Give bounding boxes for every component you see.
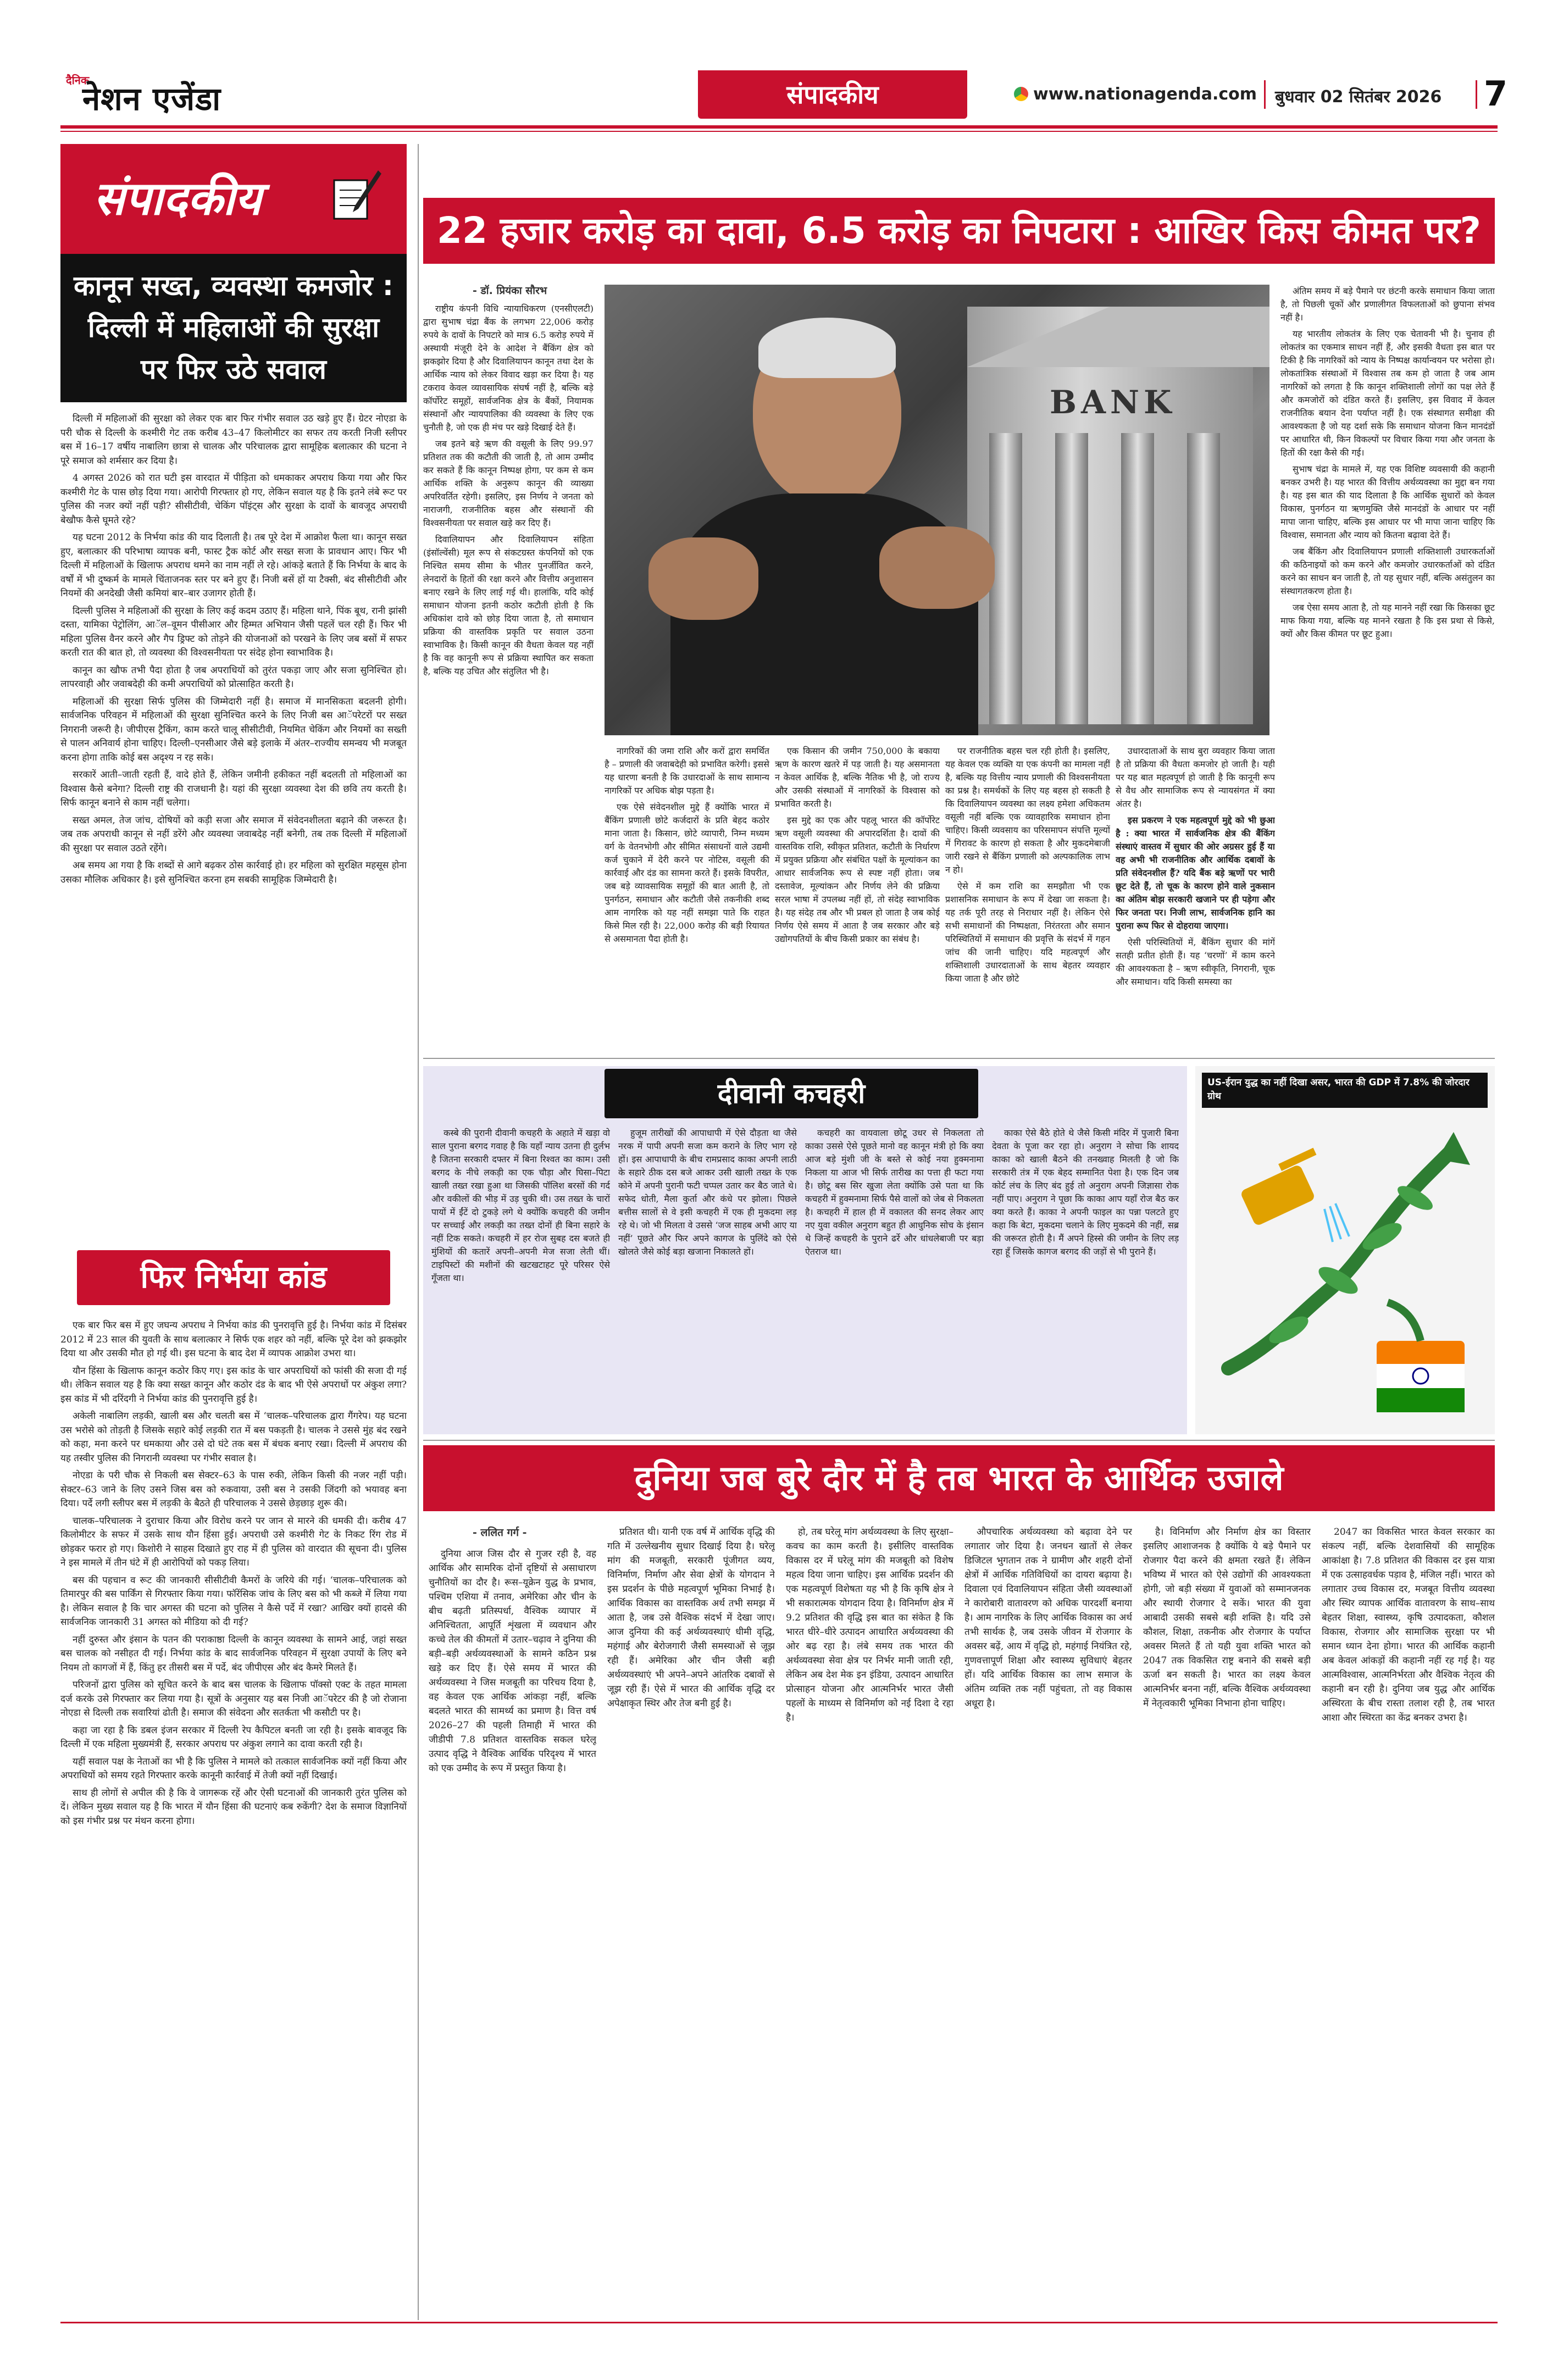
website-link[interactable]: www.nationagenda.com [1033, 85, 1257, 104]
editorial-paragraph: 4 अगस्त 2026 को रात घटी इस वारदात में पीड़िता को धमकाकर अपराध किया गया और फिर कश्मीरी गेट के पास छोड़ दिया गया। आरोपी गिरफ्तार हो गए, लेकिन सवाल यह है कि इतने लंबे रूट पर पुलिस की नजर क्यों नहीं पड़ी? सीसीटीवी, चेकिंग पॉइंट्स और सुरक्षा के दावों के बावजूद अपराधी बेखौफ कैसे घूमते रहे? [60, 473, 407, 526]
lead-paragraph: जब इतने बड़े ऋण की वसूली के लिए 99.97 प्रतिशत तक की कटौती की जाती है, तो आम उम्मीद कर सकते हैं कि कानून निष्पक्ष होगा, पर कम से कम आर्थिक शक्ति के अनुरूप कानून की व्याख्या अपरिवर्तित रहेगी। इसलिए, इस निर्णय ने जनता को नाराजगी, राजनीतिक बहस और संस्थानों की विश्वसनीयता पर सवाल खड़े कर दिए हैं। [423, 439, 594, 528]
lead-body-col5 [775, 745, 940, 1050]
lead-paragraph: इस मुद्दे का एक और पहलू भारत की कॉर्पोरेट ऋण वसूली व्यवस्था की अपारदर्शिता है। दावों की वास्तविक राशि, स्वीकृत प्रतिशत, कटौती के निर्धारण में प्रयुक्त प्रक्रिया और संबंधित पक्षों के मूल्यांकन का आधार सार्वजनिक रूप से स्पष्ट नहीं होता। जब दस्तावेज, मूल्यांकन और निर्णय लेने की प्रक्रिया सरल भाषा में उपलब्ध नहीं हों, तो संदेह स्वाभाविक है। यह संदेह तब और भी प्रबल हो जाता है जब कोई निर्णय ऐसे समय में आता है जब सरकार और बड़े उद्योगपतियों के बीच किसी प्रकार का संबंध है। [775, 815, 940, 944]
nirbhaya-headline-box [77, 1250, 390, 1305]
nirbhaya-paragraph: एक बार फिर बस में हुए जघन्य अपराध ने निर्भया कांड की पुनरावृत्ति हुई है। निर्भया कांड में दिसंबर 2012 में 23 साल की युवती के साथ बलात्कार ने सिर्फ एक शहर को नहीं, बल्कि पूरे देश को झकझोर दिया था और उसकी मौत हो गई थी। इस घटना के बाद देश में व्यापक आक्रोश उभरा था। [60, 1320, 407, 1359]
person-hand-right [879, 526, 995, 609]
person-hand-left [648, 537, 758, 620]
lead-paragraph: एक किसान की जमीन 750,000 के बकाया ऋण के कारण खतरे में पड़ जाती है। यह असमानता न केवल आर्थिक है, बल्कि नैतिक भी है, जो राज्य और उसकी संस्थाओं में नागरिकों के विश्वास को प्रभावित करती है। [775, 746, 940, 809]
kachahari-text: कचहरी का वायवाला छोटू उधर से निकलता तो काका उससे ऐसे पूछते मानो वह कानून मंत्री हो कि क्या आज बड़े मुंशी जी के बस्ते से कोई नया हुक्मनामा निकला या आज भी सिर्फ तारीख का पत्ता ही फटा गया है। छोटू बस सिर खुजा लेता क्योंकि उसे पता था कि कचहरी में हुक्मनामा सिर्फ पैसे वालों को जेब से निकलता है। कचहरी में हाल ही में वकालत की सनद लेकर आए नए युवा वकील अनुराग बहुत ही आधुनिक सोच के इंसान थे जिन्हें कचहरी के पुराने ढर्रे और धांधलेबाजी पर बड़ा ऐतराज था। [805, 1128, 984, 1257]
lead-body-col1 [423, 302, 594, 1050]
lead-photo [605, 285, 1269, 735]
nirbhaya-headline: फिर निर्भया कांड [140, 1260, 327, 1295]
lead-paragraph: ऐसी परिस्थितियों में, बैंकिंग सुधार की मांगें सतही प्रतीत होती हैं। यह ‘चरणों’ में काम करने की आवश्यकता है – ऋण स्वीकृति, निगरानी, चूक और समाधान। यदि किसी समस्या का [1116, 937, 1275, 987]
bottom-paragraph: है। विनिर्माण और निर्माण क्षेत्र का विस्तार इसलिए आशाजनक है क्योंकि ये बड़े पैमाने पर रोजगार पैदा करने की क्षमता रखते हैं। लेकिन भविष्य में भारत को ऐसे उद्योगों की आवश्यकता होगी, जो बड़ी संख्या में युवाओं को सम्मानजनक और स्थायी रोजगार दे सकें। भारत की युवा आबादी उसकी सबसे बड़ी शक्ति है। यदि उसे कौशल, शिक्षा, तकनीक और रोजगार के पर्याप्त अवसर मिलते हैं तो यही युवा शक्ति भारत को 2047 तक विकसित राष्ट्र बनाने की सबसे बड़ी ऊर्जा बन सकती है। भारत का लक्ष्य केवल आत्मनिर्भर बनना नहीं, बल्कि वैश्विक अर्थव्यवस्था में नेतृत्वकारी भूमिका निभाना होना चाहिए। [1143, 1527, 1311, 1709]
bank-column [1055, 433, 1088, 724]
nirbhaya-paragraph: बस की पहचान व रूट की जानकारी सीसीटीवी कैमरों के जरिये की गई। ‘चालक–परिचालक को तिमारपुर की बस पार्किंग से गिरफ्तार किया गया। फॉरेंसिक जांच के लिए बस को भी कब्जे में लिया गया है। लेकिन सवाल है कि चार अगस्त की घटना को पुलिस ने कैसे पर्दे में रखा? आखिर क्यों हादसे की सार्वजनिक जानकारी 31 अगस्त को मीडिया को दी गई? [60, 1574, 407, 1628]
nirbhaya-body [60, 1319, 407, 2319]
editorial-paragraph: सख्त अमल, तेज जांच, दोषियों को कड़ी सजा और समाज में संवेदनशीलता बढ़ाने की जरूरत है। जब तक अपराधी कानून से नहीं डरेंगे और व्यवस्था जवाबदेह नहीं बनेगी, तब तक दिल्ली में महिलाओं की सुरक्षा पर सवाल उठते रहेंगे। [60, 814, 407, 854]
lead-byline: - डॉ. प्रियंका सौरभ [473, 285, 547, 297]
bottom-byline: - ललित गर्ग - [473, 1527, 527, 1539]
masthead [60, 65, 1508, 125]
lead-paragraph: इस प्रकरण ने एक महत्वपूर्ण मुद्दे को भी छुआ है : क्या भारत में सार्वजनिक क्षेत्र की बैंकिंग संस्थाएं वास्तव में सुधार की ओर अग्रसर हुई हैं या वह अभी भी राजनीतिक और आर्थिक दबावों के प्रति संवेदनशील हैं? यदि बैंक बड़े ऋणों पर भारी छूट देते हैं, तो चूक के कारण होने वाले नुकसान का अंतिम बोझ सरकारी खजाने पर ही पड़ेगा और फिर जनता पर। निजी लाभ, सार्वजनिक हानि का पुराना रूप फिर से दोहराया जाएगा। [1116, 815, 1275, 931]
vertical-divider [1476, 80, 1477, 109]
browser-icon [1014, 87, 1028, 101]
lead-headline-box [423, 198, 1495, 264]
lead-paragraph: यह भारतीय लोकतंत्र के लिए एक चेतावनी भी है। चुनाव ही लोकतंत्र का एकमात्र साधन नहीं हैं, और इसकी वैधता इस बात पर टिकी है कि नागरिकों को न्याय के निष्पक्ष कार्यान्वयन पर भरोसा हो। लोकतांत्रिक संस्थाओं में विश्वास तब कम हो जाता है जब आम नागरिकों को लगता है कि कानून शक्तिशाली लोगों का पक्ष लेते हैं और कमजोरों को दंडित करते हैं। इसलिए, इस विवाद में केवल राजनीतिक बयान देना पर्याप्त नहीं है। एक संस्थागत समीक्षा की आवश्यकता है जो यह दर्शा सके कि समाधान योजना किन मानदंडों पर आधारित थी, किन विकल्पों पर विचार किया गया और जनता के हितों की रक्षा कैसे की गई। [1280, 329, 1495, 458]
lead-body-col6 [945, 745, 1110, 1050]
date-label: बुधवार 02 सितंबर 2026 [1275, 87, 1442, 107]
brand-logo: नेशन एजेंडा [82, 80, 221, 118]
section-rule [423, 1440, 1495, 1441]
masthead-rule [60, 125, 1498, 129]
bank-column [1187, 433, 1220, 724]
editorial-body [60, 412, 407, 1256]
bottom-paragraph: दुनिया आज जिस दौर से गुजर रही है, वह आर्थिक और सामरिक दोनों दृष्टियों से असाधारण चुनौतियों का दौर है। रूस–यूक्रेन युद्ध के प्रभाव, पश्चिम एशिया में तनाव, अमेरिका और चीन के बीच बढ़ती प्रतिस्पर्धा, वैश्विक व्यापार में अनिश्चितता, आपूर्ति शृंखला में व्यवधान और कच्चे तेल की कीमतों में उतार–चढ़ाव ने दुनिया की बड़ी–बड़ी अर्थव्यवस्थाओं के सामने कठिन प्रश्न खड़े कर दिए हैं। ऐसे समय में भारत की अर्थव्यवस्था ने जिस मजबूती का परिचय दिया है, वह केवल एक आर्थिक आंकड़ा नहीं, बल्कि बदलते भारत की सामर्थ्य का प्रमाण है। वित्त वर्ष 2026–27 की पहली तिमाही में भारत की जीडीपी 7.8 प्रतिशत वास्तविक सकल घरेलू उत्पाद वृद्धि ने वैश्विक आर्थिक परिदृश्य में भारत को एक उम्मीद के रूप में प्रस्तुत किया है। [429, 1549, 596, 1774]
nirbhaya-paragraph: नहीं दुरुस्त और इंसान के पतन की पराकाष्ठा दिल्ली के कानून व्यवस्था के सामने आई, जहां सख्त बस चालक को नसीहत दी गई। निर्भया कांड के बाद सार्वजनिक परिवहन में सुरक्षा उपायों के लिए बने नियम तो कागजों में हैं, किंतु हर तीसरी बस में पर्दे, बंद जीपीएस और बंद कैमरे मिलते हैं। [60, 1634, 407, 1673]
lead-paragraph: नागरिकों की जमा राशि और करों द्वारा समर्थित है – प्रणाली की जवाबदेही को प्रभावित करेगी। इससे यह धारणा बनती है कि उधारदाओं के साथ सामान्य नागरिकों पर अधिक बोझ पड़ता है। [605, 746, 769, 796]
lead-paragraph: सुभाष चंद्रा के मामले में, यह एक विशिष्ट व्यवसायी की कहानी बनकर उभरी है। यह भारत की वित्तीय अर्थव्यवस्था का मुद्दा बन गया है। यह इस बात की याद दिलाता है कि आर्थिक सुधारों को केवल विकास, पुनर्गठन या ऋणमुक्ति जैसे मानदंडों के आधार पर नहीं मापा जाना चाहिए, बल्कि इस आधार पर भी मापा जाना चाहिए कि विश्वास, समानता और न्याय को कितना बढ़ावा देते हैं। [1280, 464, 1495, 540]
lead-body-col7 [1116, 745, 1275, 1050]
section-rule [423, 1058, 1495, 1059]
nirbhaya-paragraph: साथ ही लोगों से अपील की है कि वे जागरूक रहें और ऐसी घटनाओं की जानकारी तुरंत पुलिस को दें। लेकिन मुख्य सवाल यह है कि भारत में यौन हिंसा की घटनाएं कब रुकेंगी? देश के समाज विज्ञानियों को इस गंभीर प्रश्न पर मंथन करना होगा। [60, 1787, 407, 1827]
bank-building [967, 307, 1253, 724]
section-title: संपादकीय [786, 80, 879, 109]
nirbhaya-paragraph: परिजनों द्वारा पुलिस को सूचित करने के बाद बस चालक के खिलाफ पॉक्सो एक्ट के तहत मामला दर्ज करके उसे गिरफ्तार कर लिया गया है। सूत्रों के अनुसार यह बस निजी आॅपरेटर की है जो रोजाना नोएडा से दिल्ली तक सवारियां ढोती है। समाज की संवेदना और सतर्कता भी कसौटी पर है। [60, 1679, 407, 1718]
nirbhaya-paragraph: नोएडा के परी चौक से निकली बस सेक्टर–63 के पास रुकी, लेकिन किसी की नजर नहीं पड़ी। सेक्टर–63 जाने के लिए उसने जिस बस को रुकवाया, उसी बस ने उसकी जिंदगी को भयावह बना दिया। पर्दे लगी स्लीपर बस में लड़की के बैठते ही परिचालक ने उससे छेड़छाड़ शुरू की। [60, 1470, 407, 1509]
bottom-paragraph: 2047 का विकसित भारत केवल सरकार का संकल्प नहीं, बल्कि देशवासियों की सामूहिक आकांक्षा है। 7.8 प्रतिशत की विकास दर इस यात्रा में एक उत्साहवर्धक पड़ाव है, मंजिल नहीं। भारत को लगातार उच्च विकास दर, मजबूत वित्तीय व्यवस्था और स्थिर व्यापक आर्थिक वातावरण के साथ–साथ बेहतर शिक्षा, स्वास्थ्य, कृषि उत्पादकता, कौशल विकास, रोजगार और सामाजिक सुरक्षा पर भी समान ध्यान देना होगा। भारत की आर्थिक कहानी अब केवल आंकड़ों की कहानी नहीं रह गई है। यह आत्मविश्वास, आत्मनिर्भरता और वैश्विक नेतृत्व की कहानी बन रही है। दुनिया जब युद्ध और आर्थिक अस्थिरता के बीच रास्ता तलाश रही है, तब भारत आशा और स्थिरता का केंद्र बनकर उभरा है। [1322, 1527, 1495, 1723]
kachahari-col2 [618, 1127, 797, 1426]
brand-small: दैनिक [66, 74, 90, 87]
lead-body-col8 [1280, 285, 1495, 1050]
person-portrait [648, 307, 1000, 735]
pen-icon [324, 166, 385, 226]
editorial-badge: संपादकीय [93, 171, 262, 225]
editorial-paragraph: अब समय आ गया है कि शब्दों से आगे बढ़कर ठोस कार्रवाई हो। हर महिला को सुरक्षित महसूस होना उसका मौलिक अधिकार है। इसे सुनिश्चित करना हम सबकी सामूहिक जिम्मेदारी है। [60, 860, 407, 885]
kachahari-text: काका ऐसे बैठे होते थे जैसे किसी मंदिर में पुजारी बिना देवता के पूजा कर रहा हो। अनुराग ने सोचा कि शायद काका को खाली बैठने की तनख्वाह मिलती है जो कि सरकारी तंत्र में एक बेहद सम्मानित पेशा है। एक दिन जब कोर्ट लंच के लिए बंद हुई तो अनुराग अपनी जिज्ञासा रोक नहीं पाए। अनुराग ने पूछा कि काका आप यहाँ रोज बैठ कर क्या करते हैं। काका ने अपनी फाइल का पन्ना पलटते हुए कहा कि बेटा, मुकदमा चलाने के लिए मुकदमे की नहीं, सब्र की जरूरत होती है। मैं अपने हिस्से की जमीन के लिए लड़ रहा हूँ जिसके कागज बरगद की जड़ों से भी पुराने हैं। [992, 1128, 1179, 1257]
masthead-subrule [60, 131, 1498, 132]
kachahari-text: हुजूम तारीखों की आपाधापी में ऐसे दौड़ता था जैसे नरक में पापी अपनी सजा कम कराने के लिए भाग रहे हों। इस आपाधापी के बीच रामप्रसाद काका अपनी लाठी के सहारे ठीक दस बजे आकर उसी खाली तख्त के एक कोने में अपनी पुरानी फटी चप्पल उतार कर बैठ जाते थे। सफेद धोती, मैला कुर्ता और कंधे पर झोला। पिछले बत्तीस सालों से वे इसी कचहरी में एक ही मुकदमा लड़ रहे थे। जो भी मिलता वे उससे ‘जज साहब अभी आए या नहीं’ पूछते और फिर अपने कागज के पुलिंदे को ऐसे खोलते जैसे कोई बड़ा खजाना निकालते हों। [618, 1128, 797, 1257]
editorial-paragraph: सरकारें आती–जाती रहती हैं, वादे होते हैं, लेकिन जमीनी हकीकत नहीं बदलती तो महिलाओं का विश्वास कैसे बनेगा? दिल्ली राष्ट्र की राजधानी है। यहां की सुरक्षा व्यवस्था देश की छवि तय करती है। सिर्फ कानून बनाने से काम नहीं चलेगा। [60, 769, 407, 808]
nirbhaya-paragraph: चालक–परिचालक ने दुराचार किया और विरोध करने पर जान से मारने की धमकी दी। करीब 47 किलोमीटर के सफर में उसके साथ यौन हिंसा हुई। अपराधी उसे कश्मीरी गेट के निकट रिंग रोड में छोड़कर फरार हो गए। किशोरी ने साहस दिखाते हुए राह में ही पुलिस को वारदात की सूचना दी। पुलिस ने इस मामले में तीन घंटे में ही आरोपियों को पकड़ लिया। [60, 1515, 407, 1568]
lead-body-col4 [605, 745, 769, 1050]
kachahari-col1 [431, 1127, 610, 1426]
kachahari-headline: दीवानी कचहरी [717, 1078, 866, 1109]
kachahari-text: कस्बे की पुरानी दीवानी कचहरी के अहाते में खड़ा वो साल पुराना बरगद गवाह है कि यहाँ न्याय उतना ही दुर्लभ है जितना सरकारी दफ्तर में बिना रिश्वत का काम। उसी बरगद के नीचे लकड़ी का एक चौड़ा और घिसा–पिटा खाली तख्त रखा हुआ था जिसकी पॉलिश बरसों की गर्द और वकीलों की भीड़ में उड़ चुकी थी। उस तख्त के चारों पायों में ईंटें दो टुकड़े लगे थे क्योंकि कचहरी की जमीन पर सच्चाई और लकड़ी का तख्त दोनों ही बिना सहारे के नहीं टिक सकते। कचहरी में हर रोज सुबह दस बजते ही मुंशियों की कतारें अपनी–अपनी मेज सजा लेती थीं। टाइपिस्टों की मशीनों की खटखटाहट पूरे परिसर ऐसे गूँजता था। [431, 1128, 610, 1283]
section-banner [698, 70, 967, 119]
bottom-paragraph: प्रतिशत थी। यानी एक वर्ष में आर्थिक वृद्धि की गति में उल्लेखनीय सुधार दिखाई दिया है। घरेलू मांग की मजबूती, सरकारी पूंजीगत व्यय, विनिर्माण, निर्माण और सेवा क्षेत्रों के योगदान ने इस प्रदर्शन के पीछे महत्वपूर्ण भूमिका निभाई है। आर्थिक विकास का वास्तविक अर्थ तभी समझ में आता है, जब उसे वैश्विक संदर्भ में देखा जाए। आज दुनिया की कई अर्थव्यवस्थाएं धीमी वृद्धि, महंगाई और बेरोजगारी जैसी समस्याओं से जूझ रही हैं। अमेरिका और चीन जैसी बड़ी अर्थव्यवस्थाएं भी अपने–अपने आंतरिक दबावों से जूझ रही हैं। ऐसे में भारत की आर्थिक वृद्धि दर अपेक्षाकृत स्थिर और तेज बनी हुई है। [607, 1527, 775, 1709]
vertical-divider [1264, 80, 1266, 109]
kachahari-col4 [992, 1127, 1179, 1426]
bottom-col1 [429, 1547, 596, 2314]
column-divider [418, 144, 419, 2320]
editorial-headline: कानून सख्त, व्यवस्था कमजोर : दिल्ली में महिलाओं की सुरक्षा पर फिर उठे सवाल [74, 270, 393, 385]
bottom-paragraph: औपचारिक अर्थव्यवस्था को बढ़ावा देने पर लगातार जोर दिया है। जनधन खातों से लेकर डिजिटल भुगतान तक ने ग्रामीण और शहरी दोनों क्षेत्रों में आर्थिक गतिविधियों का दायरा बढ़ाया है। दिवाला एवं दिवालियापन संहिता जैसी व्यवस्थाओं ने कारोबारी वातावरण को अधिक पारदर्शी बनाया है। आम नागरिक के लिए आर्थिक विकास का अर्थ तभी सार्थक है, जब उसके जीवन में रोजगार के अवसर बढ़ें, आय में वृद्धि हो, महंगाई नियंत्रित रहे, गुणवत्तापूर्ण शिक्षा और स्वास्थ्य सुविधाएं बेहतर हों। यदि आर्थिक विकास का लाभ समाज के अंतिम व्यक्ति तक नहीं पहुंचता, तो वह विकास अधूरा है। [964, 1527, 1132, 1709]
editorial-paragraph: महिलाओं की सुरक्षा सिर्फ पुलिस की जिम्मेदारी नहीं है। समाज में मानसिकता बदलनी होगी। सार्वजनिक परिवहन में महिलाओं की सुरक्षा सुनिश्चित करने के लिए निजी बस आॅपरेटरों पर सख्त निगरानी जरूरी है। जीपीएस ट्रैकिंग, काम करते चालू सीसीटीवी, नियमित चेकिंग और नियमों का सख्ती से पालन अनिवार्य होना चाहिए। दिल्ली–एनसीआर जैसे बड़े इलाके में अंतर–राज्यीय समन्वय भी मजबूत करना होगा ताकि कोई बस अदृश्य न रह सके। [60, 696, 407, 763]
page-number: 7 [1484, 74, 1508, 114]
bottom-col3 [786, 1525, 953, 2314]
editorial-paragraph: कानून का खौफ तभी पैदा होता है जब अपराधियों को तुरंत पकड़ा जाए और सजा सुनिश्चित हो। लापरवाही और जवाबदेही की कमी अपराधियों को प्रोत्साहित करती है। [60, 664, 407, 690]
nirbhaya-paragraph: अकेली नाबालिग लड़की, खाली बस और चलती बस में ‘चालक–परिचालक द्वारा गैंगरेप। यह घटना उस भरोसे को तोड़ती है जिसके सहारे कोई लड़की रात में बस पकड़ती है। चालक ने उससे मुंह बंद रखने को कहा, मना करने पर धमकाया और उसे दो घंटे तक बस में बंधक बनाए रखा। दिल्ली में अपराध की यह तस्वीर पुलिस की निगरानी व्यवस्था पर गंभीर सवाल है। [60, 1411, 407, 1464]
nirbhaya-paragraph: यौन हिंसा के खिलाफ कानून कठोर किए गए। इस कांड के चार अपराधियों को फांसी की सजा दी गई थी। लेकिन सवाल यह है कि क्या सख्त कानून और कठोर दंड के बाद भी ऐसे अपराधों पर अंकुश लगा? इस कांड में भी दरिंदगी ने निर्भया कांड की पुनरावृत्ति हुई है। [60, 1365, 407, 1405]
lead-paragraph: एक ऐसे संवेदनशील मुद्दे हैं क्योंकि भारत में बैंकिंग प्रणाली छोटे कर्जदारों के प्रति बेहद कठोर माना जाता है। किसान, छोटे व्यापारी, निम्न मध्यम वर्ग के वेतनभोगी और सीमित संसाधनों वाले उद्यमी कर्ज चुकाने में देरी करने पर नोटिस, वसूली की कार्रवाई और दंड का सामना करते हैं। इसके विपरीत, जब बड़े व्यावसायिक समूहों की बात आती है, तो पुनर्गठन, समाधान और कटौती जैसे तकनीकी शब्द आम नागरिक को यह नहीं समझा पाते कि राहत किसे मिल रही है। 22,000 करोड़ की बड़ी रियायत से असमानता पैदा होती है। [605, 802, 769, 944]
bottom-headline-box [423, 1445, 1495, 1511]
bottom-col6 [1322, 1525, 1495, 2314]
growth-plant-graphic [1195, 1110, 1495, 1434]
gdp-illustration [1195, 1066, 1495, 1434]
person-hair [758, 318, 896, 378]
lead-paragraph: उधारदाताओं के साथ बुरा व्यवहार किया जाता है तो प्रक्रिया की वैधता कमजोर हो जाती है। यही पर यह बात महत्वपूर्ण हो जाती है कि कानूनी रूप से वैध और सामाजिक रूप से न्यायसंगत में क्या अंतर है। [1116, 746, 1275, 809]
footer-rule [60, 2322, 1498, 2323]
nirbhaya-paragraph: यहीं सवाल पक्ष के नेताओं का भी है कि पुलिस ने मामले को तत्काल सार्वजनिक क्यों नहीं किया और अपराधियों को समय रहते गिरफ्तार करके कानूनी कार्रवाई में तेजी क्यों नहीं दिखाई। [60, 1756, 407, 1781]
bank-column [1121, 433, 1154, 724]
gdp-headline: US-ईरान युद्ध का नहीं दिखा असर, भारत की GDP में 7.8% की जोरदार ग्रोथ [1207, 1077, 1470, 1102]
bottom-headline: दुनिया जब बुरे दौर में है तब भारत के आर्थिक उजाले [634, 1458, 1284, 1498]
editorial-paragraph: दिल्ली पुलिस ने महिलाओं की सुरक्षा के लिए कई कदम उठाए हैं। महिला थाने, पिंक बूथ, रानी झांसी दस्ता, यामिका पेट्रोलिंग, आॅल–वूमन पीसीआर और हिम्मत अभियान जैसी पहलें चल रही हैं। फिर भी महिला पुलिस वैनर करने और गैप ड्रिफ्ट को तोड़ने की योजनाओं को परखने के लिए जब बसों में सफर करती रात की बात हो, तो व्यवस्था की विश्वसनीयता पर संदेह होना स्वाभाविक है। [60, 605, 407, 658]
editorial-badge-box [60, 144, 407, 254]
editorial-headline-box [60, 254, 407, 402]
kachahari-col3 [805, 1127, 984, 1426]
editorial-paragraph: यह घटना 2012 के निर्भया कांड की याद दिलाती है। तब पूरे देश में आक्रोश फैला था। कानून सख्त हुए, बलात्कार की परिभाषा व्यापक बनी, फास्ट ट्रैक कोर्ट और सख्त सजा के प्रावधान आए। फिर भी दिल्ली में महिलाओं के खिलाफ अपराध थमने का नाम नहीं ले रहे। आंकड़े बताते हैं कि निर्भया के बाद के वर्षों में भी दुष्कर्म के मामले चिंताजनक स्तर पर बने हुए हैं। निजी बसें हों या टैक्सी, बंद सीसीटीवी और नियमों की अनदेखी जैसी कमियां बार–बार उजागर होती हैं। [60, 532, 407, 599]
bottom-col4 [964, 1525, 1132, 2314]
bank-pediment [967, 307, 1269, 367]
editorial-paragraph: दिल्ली में महिलाओं की सुरक्षा को लेकर एक बार फिर गंभीर सवाल उठ खड़े हुए हैं। ग्रेटर नोएडा के परी चौक से दिल्ली के कश्मीरी गेट तक करीब 43–47 किलोमीटर का सफर तय करती निजी स्लीपर बस में 16–17 वर्षीय नाबालिग छात्रा से चालक और परिचालक द्वारा सामूहिक बलात्कार की घटना ने पूरे समाज को शर्मसार कर दिया है। [60, 413, 407, 467]
lead-headline: 22 हजार करोड़ का दावा, 6.5 करोड़ का निपटारा : आखिर किस कीमत पर? [437, 209, 1481, 252]
lead-paragraph: पर राजनीतिक बहस चल रही होती है। इसलिए, यह केवल एक व्यक्ति या एक कंपनी का मामला नहीं है, बल्कि यह वित्तीय न्याय प्रणाली की विश्वसनीयता का प्रश्न है। समर्थकों के लिए यह बहस हो सकती है कि दिवालियापन व्यवस्था का लक्ष्य हमेशा अधिकतम वसूली नहीं बल्कि एक व्यावहारिक समाधान होना चाहिए। किसी व्यवसाय का परिसमापन संपत्ति मूल्यों में गिरावट के कारण हो सकता है और मुकदमेबाजी जारी रखने से बैंकिंग प्रणाली को अल्पकालिक लाभ न हो। [945, 746, 1110, 875]
lead-paragraph: राष्ट्रीय कंपनी विधि न्यायाधिकरण (एनसीएलटी) द्वारा सुभाष चंद्रा बैंक के लगभग 22,006 करोड़ रुपये के दावों के निपटारे को मात्र 6.5 करोड़ रुपये में अस्थायी मंजूरी देने के आदेश ने बैंकिंग क्षेत्र को झकझोर दिया है और दिवालियापन कानून तथा देश के आर्थिक न्याय को लेकर विवाद खड़ा कर दिया है। यह टकराव केवल व्यावसायिक संघर्ष नहीं है, बल्कि बड़े कॉर्पोरेट समूहों, सार्वजनिक क्षेत्र के बैंकों, नियामक संस्थानों और न्यायपालिका की व्यवस्था के लिए एक चुनौती है, जो एक ही मंच पर खड़े दिखाई देते हैं। [423, 303, 594, 432]
bank-sign: BANK [1050, 384, 1176, 421]
lead-paragraph: जब ऐसा समय आता है, तो यह मानने नहीं रखा कि किसका छूट माफ किया गया, बल्कि यह मानने रखता है कि इस प्रथा से किसे, क्यों और किस कीमत पर छूट हुआ। [1280, 602, 1495, 639]
nirbhaya-paragraph: कहा जा रहा है कि डबल इंजन सरकार में दिल्ली रेप कैपिटल बनती जा रही है। इसके बावजूद कि दिल्ली में एक महिला मुख्यमंत्री हैं, सरकार अपराध पर अंकुश लगाने का दावा करती रही है। [60, 1724, 407, 1750]
kachahari-headline-box [605, 1069, 978, 1118]
lead-paragraph: अंतिम समय में बड़े पैमाने पर छंटनी करके समाधान किया जाता है, तो पिछली चूकों और प्रणालीगत विफलताओं को छुपाना संभव नहीं है। [1280, 286, 1495, 323]
lead-paragraph: ऐसे में कम राशि का समझौता भी एक प्रशासनिक समाधान के रूप में देखा जा सकता है। यह तर्क पूरी तरह से निराधार नहीं है। लेकिन ऐसे सभी समाधानों की निष्पक्षता, निरंतरता और समान परिस्थितियों में समाधान की प्रवृत्ति के संदर्भ में गहन जांच की जानी चाहिए। यदि महत्वपूर्ण और शक्तिशाली उधारदाताओं के साथ बेहतर व्यवहार किया जाता है और छोटे [945, 881, 1110, 984]
lead-paragraph: जब बैंकिंग और दिवालियापन प्रणाली शक्तिशाली उधारकर्ताओं की कठिनाइयों को कम करने और कमजोर उधारकर्ताओं को दंडित करने का साधन बन जाती है, तो यह सुधार नहीं, बल्कि असंतुलन का संस्थागतकरण होता है। [1280, 546, 1495, 596]
bottom-col5 [1143, 1525, 1311, 2314]
bottom-paragraph: हो, तब घरेलू मांग अर्थव्यवस्था के लिए सुरक्षा–कवच का काम करती है। इसीलिए वास्तविक विकास दर में घरेलू मांग की मजबूती को विशेष महत्व दिया जाना चाहिए। इस आर्थिक प्रदर्शन की एक महत्वपूर्ण विशेषता यह भी है कि कृषि क्षेत्र ने भी सकारात्मक योगदान दिया है। विनिर्माण क्षेत्र में 9.2 प्रतिशत की वृद्धि इस बात का संकेत है कि भारत धीरे–धीरे उत्पादन आधारित अर्थव्यवस्था की ओर बढ़ रहा है। लंबे समय तक भारत की अर्थव्यवस्था सेवा क्षेत्र पर निर्भर मानी जाती रही, लेकिन अब देश मेक इन इंडिया, उत्पादन आधारित प्रोत्साहन योजना और आत्मनिर्भर भारत जैसी पहलों के माध्यम से विनिर्माण को नई दिशा दे रहा है। [786, 1527, 953, 1723]
lead-paragraph: दिवालियापन और दिवालियापन संहिता (इंसॉल्वेंसी) मूल रूप से संकटग्रस्त कंपनियों को एक निश्चित समय सीमा के भीतर पुनर्जीवित करने, लेनदारों के हितों की रक्षा करने और वित्तीय अनुशासन बनाए रखने के लिए लाई गई थी। हालांकि, यदि कोई समाधान योजना इतनी कठोर कटौती होती है कि अधिकांश दावे को छोड़ दिया जाता है, तो समाधान प्रक्रिया की वास्तविक प्रकृति पर सवाल उठना स्वाभाविक है। किसी कानून की वैधता केवल यह नहीं है कि वह कानूनी रूप से प्रक्रिया स्थापित कर सकता है, बल्कि यह उचित और संतुलित भी है। [423, 534, 594, 676]
bottom-col2 [607, 1525, 775, 2314]
gdp-headline-box [1202, 1073, 1488, 1108]
